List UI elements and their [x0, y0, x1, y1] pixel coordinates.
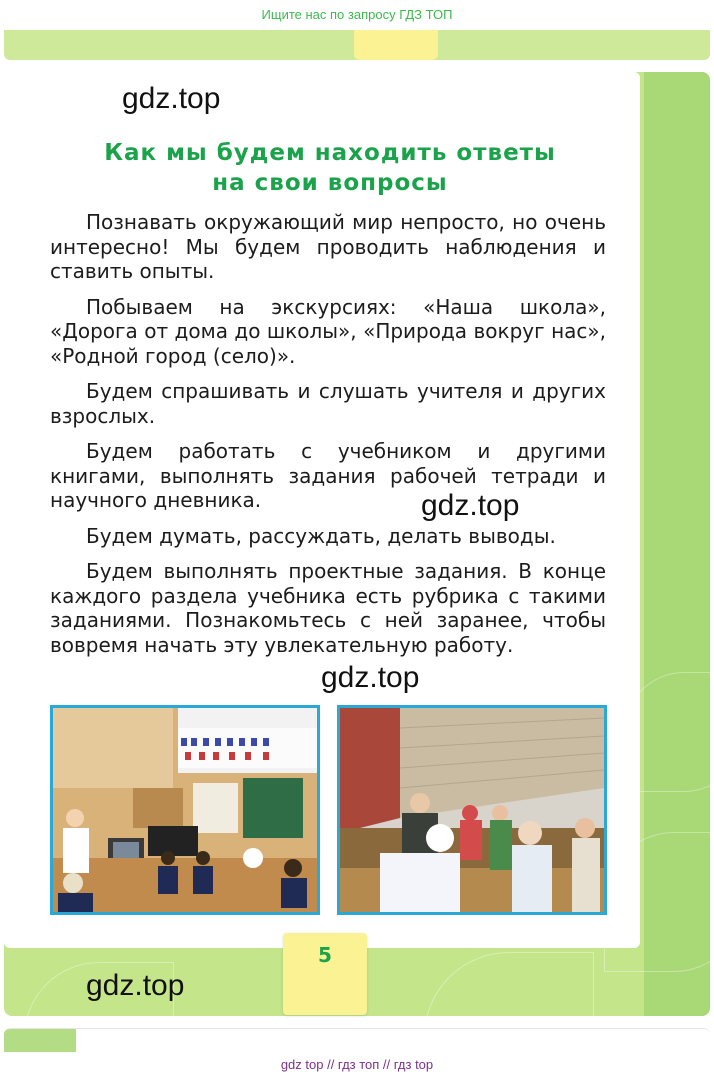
previous-page-edge: [4, 30, 710, 60]
watermark: gdz.top: [122, 82, 221, 115]
previous-page-tab: [354, 30, 438, 60]
section-title-line-2: на свои вопросы: [212, 170, 448, 196]
paragraph: Будем выполнять проектные задания. В конце каждого раздела учебника есть рубрика с такими заданиями. Познакомьтесь с ней заранее, чтобы вовремя начать эту увлекательную работу.: [50, 559, 606, 657]
body-text: [50, 210, 606, 668]
watermark: gdz.top: [421, 489, 520, 522]
section-title: [30, 138, 630, 198]
page-number: 5: [318, 943, 332, 967]
paragraph: Побываем на экскурсиях: «Наша школа», «Дорога от дома до школы», «Природа вокруг нас», «Родной город (село)».: [50, 294, 606, 368]
paragraph: Будем работать с учебником и другими книгами, выполнять задания рабочей тетради и научного дневника.: [50, 439, 606, 512]
watermark: gdz.top: [86, 969, 185, 1002]
excursion-photo: [337, 705, 607, 915]
paragraph: Познавать окружающий мир непросто, но очень интересно! Мы будем проводить наблюдения и ставить опыты.: [50, 210, 606, 283]
leaf-decoration: [424, 952, 594, 1016]
paragraph: Будем думать, рассуждать, делать выводы.: [86, 523, 556, 548]
bottom-banner[interactable]: gdz top // гдз топ // гдз top: [0, 1052, 714, 1082]
paragraph: Будем спрашивать и слушать учителя и других взрослых.: [50, 379, 606, 428]
section-title-line-1: Как мы будем находить ответы: [104, 140, 556, 166]
watermark: gdz.top: [321, 661, 420, 694]
excursion-photo-illustration: [340, 708, 604, 912]
classroom-photo-illustration: [53, 708, 317, 912]
classroom-photo: [50, 705, 320, 915]
top-banner[interactable]: Ищите нас по запросу ГДЗ ТОП: [0, 0, 714, 30]
